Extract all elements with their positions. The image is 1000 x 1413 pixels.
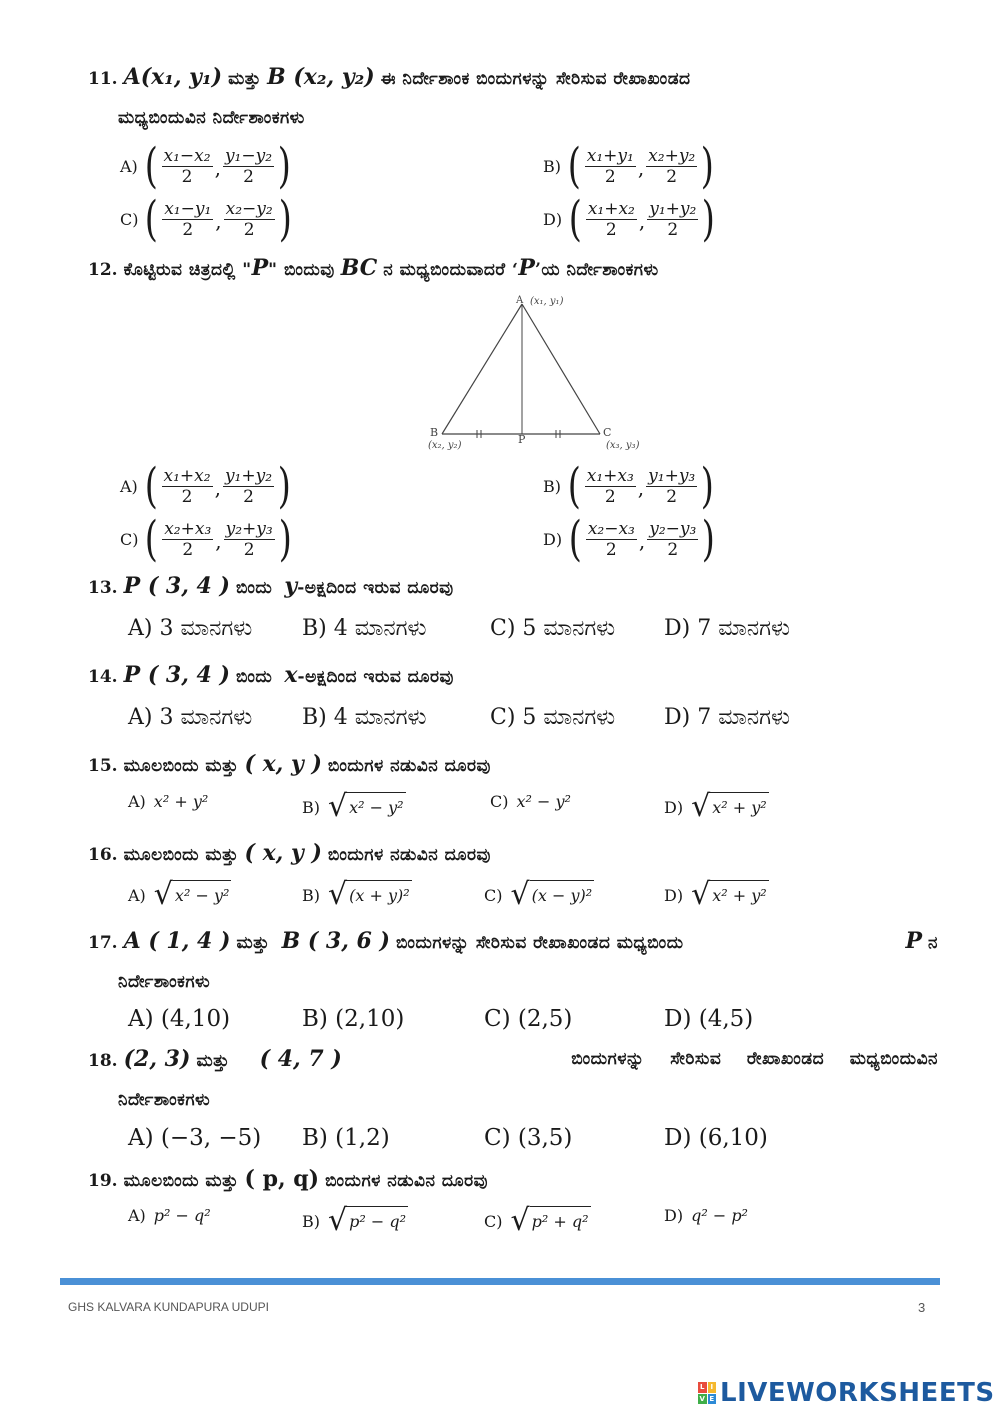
numerator: x₁−x₂ xyxy=(163,145,211,166)
fraction xyxy=(224,199,275,240)
option-a[interactable]: A) 3 ಮಾನಗಳು xyxy=(128,616,253,641)
option-c[interactable] xyxy=(484,1203,591,1238)
coordinate-pair xyxy=(565,458,717,514)
numerator: y₂+y₃ xyxy=(225,518,273,539)
midpoint-p-label: P xyxy=(518,433,526,446)
radicand: (x − y)² xyxy=(530,880,595,909)
denominator: 2 xyxy=(243,219,255,240)
option-label: D) xyxy=(664,797,684,817)
option-d[interactable]: D) 7 ಮಾನಗಳು xyxy=(664,616,790,641)
option-label: D) xyxy=(543,209,563,229)
radicand: p² + q² xyxy=(530,1206,591,1235)
option-label: D) xyxy=(543,529,563,549)
option-c[interactable]: C) 5 ಮಾನಗಳು xyxy=(490,705,616,730)
option-d[interactable] xyxy=(664,789,769,824)
square-root xyxy=(691,789,769,824)
radical-icon: √ xyxy=(328,877,348,912)
option-a[interactable] xyxy=(120,138,294,194)
question-text: ಮತ್ತು xyxy=(196,1051,230,1071)
option-a[interactable] xyxy=(128,1206,211,1225)
denominator: 2 xyxy=(667,219,679,240)
vertex-c-coord: (x₃, y₃) xyxy=(606,440,640,451)
option-c[interactable] xyxy=(490,792,571,811)
option-c[interactable] xyxy=(120,191,294,247)
question-text: ಬಿಂದುಗಳ ನಡುವಿನ ದೂರವು xyxy=(327,845,491,865)
denominator: 2 xyxy=(666,486,678,507)
option-label: A) xyxy=(128,1206,146,1225)
question-number: 17. xyxy=(88,933,118,953)
comma: , xyxy=(214,156,221,180)
radical-icon: √ xyxy=(691,789,711,824)
vertex-a-coord: (x₁, y₁) xyxy=(530,296,564,307)
math-point-b: B ( 3, 6 ) xyxy=(281,928,390,954)
question-text: ಬಿಂದುಗಳ ನಡುವಿನ ದೂರವು xyxy=(327,756,491,776)
square-root xyxy=(510,877,594,912)
option-a[interactable] xyxy=(128,877,231,912)
option-label: A) xyxy=(120,156,138,176)
math-point: P ( 3, 4 ) xyxy=(123,573,230,599)
question-number: 11. xyxy=(88,69,118,89)
question-14 xyxy=(88,656,938,696)
option-a[interactable] xyxy=(128,792,208,811)
liveworksheets-wordmark: LIVEWORKSHEETS xyxy=(720,1378,995,1408)
footer-school-name: GHS KALVARA KUNDAPURA UDUPI xyxy=(68,1300,269,1314)
square-root xyxy=(691,877,769,912)
numerator: x₂−x₃ xyxy=(587,518,635,539)
option-b[interactable] xyxy=(302,1203,408,1238)
expression: x² + y² xyxy=(153,792,209,811)
denominator: 2 xyxy=(243,486,254,507)
comma: , xyxy=(638,529,646,553)
option-label: A) xyxy=(128,792,146,811)
fraction xyxy=(223,466,274,507)
square-root xyxy=(328,789,406,824)
left-paren-icon: ( xyxy=(144,458,158,514)
radicand: x² + y² xyxy=(710,792,768,821)
option-label: B) xyxy=(302,885,320,905)
coordinate-pair xyxy=(142,191,294,247)
fraction xyxy=(223,146,274,187)
liveworksheets-brand[interactable] xyxy=(698,1378,995,1408)
question-text: -ಅಕ್ಷದಿಂದ ಇರುವ ದೂರವು xyxy=(297,667,454,687)
page-number: 3 xyxy=(918,1300,926,1315)
option-label: B) xyxy=(543,476,561,496)
expression: q² − p² xyxy=(691,1206,748,1225)
radical-icon: √ xyxy=(153,877,173,912)
option-b[interactable]: B) 4 ಮಾನಗಳು xyxy=(302,705,427,730)
numerator: x₁+x₃ xyxy=(586,465,634,486)
comma: , xyxy=(215,209,222,233)
question-text: ಕೊಟ್ಟಿರುವ ಚಿತ್ರದಲ್ಲಿ " xyxy=(123,260,252,280)
question-text: ನ ಮಧ್ಯಬಿಂದುವಾದರೆ ‘ xyxy=(383,260,519,280)
logo-tile: L xyxy=(698,1382,707,1393)
option-label: C) xyxy=(120,209,139,229)
question-text: ಮೂಲಬಿಂದು ಮತ್ತು xyxy=(123,845,239,865)
fraction xyxy=(647,199,698,240)
question-text: ’ಯ ನಿರ್ದೇಶಾಂಕಗಳು xyxy=(534,260,659,280)
question-text: -ಅಕ್ಷದಿಂದ ಇರುವ ದೂರವು xyxy=(297,578,454,598)
question-text: ನ xyxy=(928,933,938,953)
radicand: x² − y² xyxy=(173,880,231,909)
option-label: C) xyxy=(484,885,503,905)
math-point: ( p, q) xyxy=(244,1166,320,1192)
left-paren-icon: ( xyxy=(144,138,158,194)
numerator: y₁+y₂ xyxy=(649,198,697,219)
option-label: B) xyxy=(543,156,561,176)
option-b[interactable] xyxy=(302,789,406,824)
triangle-figure xyxy=(420,290,660,460)
question-text: ಬಿಂದುಗಳನ್ನು ಸೇರಿಸುವ ರೇಖಾಖಂಡದ ಮಧ್ಯಬಿಂದು xyxy=(395,933,684,953)
question-18 xyxy=(88,1040,938,1119)
math-point-b: B (x₂, y₂) xyxy=(267,64,375,90)
fraction xyxy=(162,466,213,507)
option-b[interactable] xyxy=(543,138,717,194)
option-c[interactable] xyxy=(120,511,294,567)
option-d[interactable]: D) (6,10) xyxy=(664,1125,768,1151)
math-point-p: P xyxy=(518,255,535,281)
numerator: x₂−y₂ xyxy=(225,198,273,219)
option-a[interactable]: A) (−3, −5) xyxy=(128,1125,262,1151)
question-number: 12. xyxy=(88,260,118,280)
math-axis: y xyxy=(284,573,298,599)
denominator: 2 xyxy=(181,486,193,507)
math-point: P ( 3, 4 ) xyxy=(123,662,230,688)
radical-icon: √ xyxy=(328,789,348,824)
option-a[interactable]: A) (4,10) xyxy=(128,1006,231,1032)
fraction xyxy=(586,199,637,240)
comma: , xyxy=(637,476,645,500)
vertex-a-label: A xyxy=(516,295,524,306)
option-b[interactable]: B) 4 ಮಾನಗಳು xyxy=(302,616,427,641)
coordinate-pair xyxy=(566,511,718,567)
question-16 xyxy=(88,834,938,874)
math-point-p: P xyxy=(251,255,269,281)
math-point-b: ( 4, 7 ) xyxy=(259,1046,342,1072)
option-c[interactable]: C) (3,5) xyxy=(484,1125,573,1151)
denominator: 2 xyxy=(667,539,679,560)
coordinate-pair xyxy=(142,138,294,194)
math-point: ( x, y ) xyxy=(244,840,322,866)
logo-tile: E xyxy=(709,1394,715,1403)
denominator: 2 xyxy=(182,219,194,240)
question-11 xyxy=(88,58,938,137)
coordinate-pair xyxy=(142,511,294,567)
question-text: ಬಿಂದು xyxy=(235,667,273,687)
radicand: x² + y² xyxy=(710,880,768,909)
right-paren-icon: ) xyxy=(278,191,292,247)
logo-tile: V xyxy=(699,1394,705,1403)
question-number: 13. xyxy=(88,578,118,598)
numerator: x₂+y₂ xyxy=(648,145,696,166)
fraction xyxy=(586,519,637,560)
right-paren-icon: ) xyxy=(702,191,716,247)
comma: , xyxy=(638,209,646,233)
comma: , xyxy=(637,156,645,180)
option-label: C) xyxy=(120,529,139,549)
right-paren-icon: ) xyxy=(702,511,716,567)
math-point-p: P xyxy=(905,928,922,954)
question-17 xyxy=(88,922,938,1001)
question-text: ಮಧ್ಯಬಿಂದುವಿನ ನಿರ್ದೇಶಾಂಕಗಳು xyxy=(118,108,305,128)
right-paren-icon: ) xyxy=(277,458,291,514)
denominator: 2 xyxy=(243,539,255,560)
numerator: x₁+x₂ xyxy=(587,198,635,219)
left-paren-icon: ( xyxy=(567,458,581,514)
square-root xyxy=(328,1203,408,1238)
denominator: 2 xyxy=(181,166,193,187)
denominator: 2 xyxy=(604,486,616,507)
left-paren-icon: ( xyxy=(145,191,159,247)
option-c[interactable]: C) (2,5) xyxy=(484,1006,573,1032)
question-15 xyxy=(88,745,938,785)
coordinate-pair xyxy=(142,458,294,514)
option-c[interactable]: C) 5 ಮಾನಗಳು xyxy=(490,616,616,641)
logo-tile: I xyxy=(708,1382,717,1393)
fraction xyxy=(585,146,636,187)
radical-icon: √ xyxy=(328,1203,348,1238)
square-root xyxy=(328,877,412,912)
fraction xyxy=(162,146,213,187)
radicand: p² − q² xyxy=(347,1206,408,1235)
question-13 xyxy=(88,567,938,607)
question-text: ಮೂಲಬಿಂದು ಮತ್ತು xyxy=(123,1171,239,1191)
numerator: y₁+y₃ xyxy=(648,465,696,486)
fraction xyxy=(162,519,213,560)
fraction xyxy=(646,466,697,507)
denominator: 2 xyxy=(182,539,194,560)
option-c[interactable] xyxy=(484,877,594,912)
fraction xyxy=(162,199,213,240)
math-point-a: (2, 3) xyxy=(123,1046,191,1072)
denominator: 2 xyxy=(605,539,617,560)
left-paren-icon: ( xyxy=(568,511,583,567)
fraction xyxy=(585,466,636,507)
question-text: ನಿರ್ದೇಶಾಂಕಗಳು xyxy=(118,1090,211,1110)
question-number: 14. xyxy=(88,667,118,687)
option-label: B) xyxy=(302,797,320,817)
math-point-a: A ( 1, 4 ) xyxy=(123,928,231,954)
option-label: C) xyxy=(490,792,509,811)
denominator: 2 xyxy=(666,166,678,187)
numerator: y₂−y₃ xyxy=(649,518,697,539)
question-text: " ಬಿಂದುವು xyxy=(268,260,335,280)
radical-icon: √ xyxy=(510,877,530,912)
option-d[interactable] xyxy=(543,191,718,247)
option-b[interactable] xyxy=(543,458,717,514)
option-d[interactable]: D) 7 ಮಾನಗಳು xyxy=(664,705,790,730)
right-paren-icon: ) xyxy=(701,138,715,194)
math-segment-bc: BC xyxy=(340,255,378,281)
question-text: ಬಿಂದು xyxy=(235,578,273,598)
vertex-b-label: B xyxy=(430,426,439,439)
right-paren-icon: ) xyxy=(278,511,292,567)
option-label: C) xyxy=(484,1211,503,1231)
radical-icon: √ xyxy=(691,877,711,912)
question-text: ನಿರ್ದೇಶಾಂಕಗಳು xyxy=(118,972,211,992)
footer-divider xyxy=(60,1278,940,1285)
option-d[interactable] xyxy=(664,1206,748,1225)
numerator: y₁+y₂ xyxy=(224,465,273,486)
left-paren-icon: ( xyxy=(567,138,581,194)
option-a[interactable] xyxy=(120,458,294,514)
right-paren-icon: ) xyxy=(701,458,715,514)
math-point-a: A(x₁, y₁) xyxy=(123,64,223,90)
question-text: ಮತ್ತು xyxy=(236,933,270,953)
coordinate-pair xyxy=(565,138,717,194)
question-number: 18. xyxy=(88,1051,118,1071)
left-paren-icon: ( xyxy=(145,511,159,567)
radicand: x² − y² xyxy=(347,792,405,821)
option-b[interactable] xyxy=(302,877,412,912)
question-number: 16. xyxy=(88,845,118,865)
option-b[interactable]: B) (1,2) xyxy=(302,1125,390,1151)
radical-icon: √ xyxy=(510,1203,530,1238)
left-paren-icon: ( xyxy=(568,191,583,247)
question-number: 19. xyxy=(88,1171,118,1191)
liveworksheets-logo-icon xyxy=(698,1382,716,1404)
question-text: ಮೂಲಬಿಂದು ಮತ್ತು xyxy=(123,756,239,776)
option-label: D) xyxy=(664,885,684,905)
vertex-c-label: C xyxy=(603,426,612,439)
question-text: ಈ ನಿರ್ದೇಶಾಂಕ ಬಿಂದುಗಳನ್ನು ಸೇರಿಸುವ ರೇಖಾಖಂಡದ xyxy=(380,69,691,89)
comma: , xyxy=(215,529,222,553)
option-label: A) xyxy=(120,476,138,496)
radicand: (x + y)² xyxy=(347,880,412,909)
question-number: 15. xyxy=(88,756,118,776)
option-a[interactable]: A) 3 ಮಾನಗಳು xyxy=(128,705,253,730)
question-text: ಮತ್ತು xyxy=(228,69,262,89)
fraction xyxy=(647,519,698,560)
expression: p² − q² xyxy=(153,1206,211,1225)
question-12 xyxy=(88,249,938,289)
option-d[interactable] xyxy=(664,877,769,912)
numerator: x₁−y₁ xyxy=(164,198,212,219)
numerator: x₁+y₁ xyxy=(586,145,634,166)
numerator: x₂+x₃ xyxy=(164,518,212,539)
option-b[interactable]: B) (2,10) xyxy=(302,1006,405,1032)
option-label: D) xyxy=(664,1206,684,1225)
option-label: B) xyxy=(302,1211,320,1231)
question-text: ಬಿಂದುಗಳನ್ನು ಸೇರಿಸುವ ರೇಖಾಖಂಡದ ಮಧ್ಯಬಿಂದುವಿನ xyxy=(571,1049,938,1069)
vertex-b-coord: (x₂, y₂) xyxy=(428,440,462,451)
comma: , xyxy=(214,476,221,500)
numerator: y₁−y₂ xyxy=(224,145,273,166)
denominator: 2 xyxy=(243,166,254,187)
fraction xyxy=(646,146,697,187)
numerator: x₁+x₂ xyxy=(163,465,211,486)
option-label: A) xyxy=(128,885,146,905)
math-axis: x xyxy=(284,662,298,688)
denominator: 2 xyxy=(604,166,616,187)
right-paren-icon: ) xyxy=(277,138,291,194)
denominator: 2 xyxy=(605,219,617,240)
question-19 xyxy=(88,1160,938,1200)
square-root xyxy=(153,877,232,912)
option-d[interactable]: D) (4,5) xyxy=(664,1006,754,1032)
question-text: ಬಿಂದುಗಳ ನಡುವಿನ ದೂರವು xyxy=(325,1171,488,1191)
square-root xyxy=(510,1203,590,1238)
option-d[interactable] xyxy=(543,511,718,567)
coordinate-pair xyxy=(566,191,718,247)
fraction xyxy=(224,519,275,560)
expression: x² − y² xyxy=(516,792,571,811)
math-point: ( x, y ) xyxy=(244,751,322,777)
